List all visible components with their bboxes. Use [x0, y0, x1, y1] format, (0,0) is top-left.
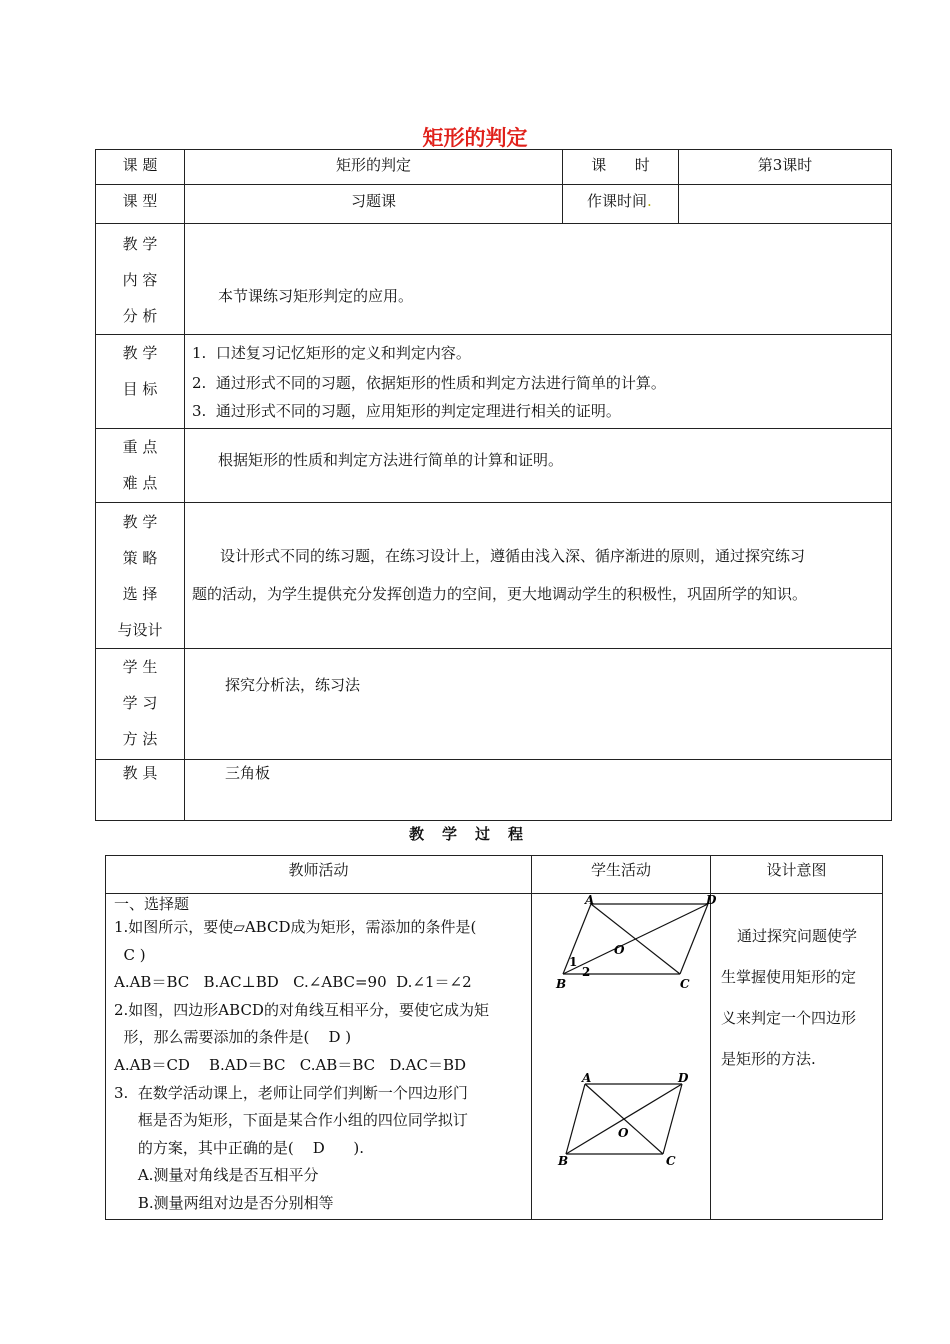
tools-value: 三角板 — [185, 760, 892, 821]
label-angle-2: 2 — [582, 965, 591, 979]
goal-item: 1. 口述复习记忆矩形的定义和判定内容。 — [192, 344, 471, 362]
option-line: B.测量两组对边是否分别相等 — [114, 1193, 334, 1212]
question-line: 1.如图所示，要使▱ABCD成为矩形，需添加的条件是( — [114, 918, 477, 936]
question-options: A.AB＝BC B.AC⊥BD C.∠ABC=90 D.∠1＝∠2 — [114, 973, 472, 992]
goal-item: 3. 通过形式不同的习题，应用矩形的判定定理进行相关的证明。 — [192, 402, 621, 420]
label-B: B — [558, 1154, 569, 1168]
topic-value: 矩形的判定 — [185, 150, 563, 185]
homework-value — [679, 185, 892, 224]
student-activity — [532, 893, 717, 1220]
header-teacher: 教师活动 — [106, 856, 532, 894]
method-label: 学 生 学 习 方 法 — [96, 649, 185, 760]
question-line: 3. 在数学活动课上，老师让同学们判断一个四边形门 — [114, 1083, 468, 1102]
label-A: A — [585, 893, 595, 907]
question-line: 形，那么需要添加的条件是( D ) — [114, 1028, 352, 1047]
strategy-text: 设计形式不同的练习题，在练习设计上，遵循由浅入深、循序渐进的原则，通过探究练习 题的活动，为学生提供充分发挥创造力的空间，更大地调动学生的积极性，巩固所学的知识。 — [185, 503, 892, 649]
lesson-info-table — [95, 149, 892, 821]
label-O: O — [618, 1126, 629, 1140]
content-analysis: 本节课练习矩形判定的应用。 — [185, 224, 892, 335]
period-label: 课 时 — [563, 150, 679, 185]
label-B: B — [556, 977, 567, 991]
process-heading: 教学过程 — [408, 825, 541, 843]
homework-label: 作课时间 — [587, 192, 648, 210]
document-title: 矩形的判定 — [422, 126, 528, 150]
question-options: A.AB＝CD B.AD＝BC C.AB＝BC D.AC＝BD — [114, 1055, 467, 1074]
question-line: 的方案，其中正确的是( D ). — [114, 1138, 365, 1157]
section-heading: 一、选择题 — [114, 895, 190, 913]
question-line: 框是否为矩形，下面是某合作小组的四位同学拟订 — [114, 1111, 468, 1130]
strategy-label: 教 学 策 略 选 择 与设计 — [96, 503, 185, 649]
goals-label: 教 学 目 标 — [96, 335, 185, 429]
period-value: 第3课时 — [679, 150, 892, 185]
question-line: C ) — [114, 945, 146, 964]
header-intent: 设计意图 — [711, 856, 883, 894]
header-student: 学生活动 — [532, 856, 711, 894]
goal-item: 2. 通过形式不同的习题，依据矩形的性质和判定方法进行简单的计算。 — [192, 374, 666, 392]
label-angle-1: 1 — [569, 955, 578, 969]
key-label: 重 点 难 点 — [96, 429, 185, 503]
label-A: A — [582, 1071, 592, 1085]
type-label: 课 型 — [96, 185, 185, 224]
key-points: 根据矩形的性质和判定方法进行简单的计算和证明。 — [185, 429, 892, 503]
homework-label-cell: 作课时间. — [563, 185, 679, 224]
tools-label: 教 具 — [96, 760, 185, 821]
teacher-activity — [106, 894, 532, 1220]
label-D: D — [678, 1071, 689, 1085]
process-table — [105, 855, 883, 1220]
topic-label: 课 题 — [96, 150, 185, 185]
label-C: C — [666, 1154, 676, 1168]
label-O: O — [614, 943, 625, 957]
label-C: C — [680, 977, 690, 991]
figure-1 — [532, 893, 717, 996]
figure-2 — [532, 1069, 710, 1179]
goals-list — [185, 335, 892, 429]
content-label: 教 学 内 容 分 析 — [96, 224, 185, 335]
learning-method: 探究分析法，练习法 — [185, 649, 892, 760]
label-D: D — [706, 893, 717, 907]
design-intent: 通过探究问题使学 生掌握使用矩形的定 义来判定一个四边形 是矩形的方法. — [711, 894, 883, 1220]
type-value: 习题课 — [185, 185, 563, 224]
question-line: 2.如图，四边形ABCD的对角线互相平分，要使它成为矩 — [114, 1000, 489, 1019]
option-line: A.测量对角线是否互相平分 — [114, 1166, 319, 1185]
